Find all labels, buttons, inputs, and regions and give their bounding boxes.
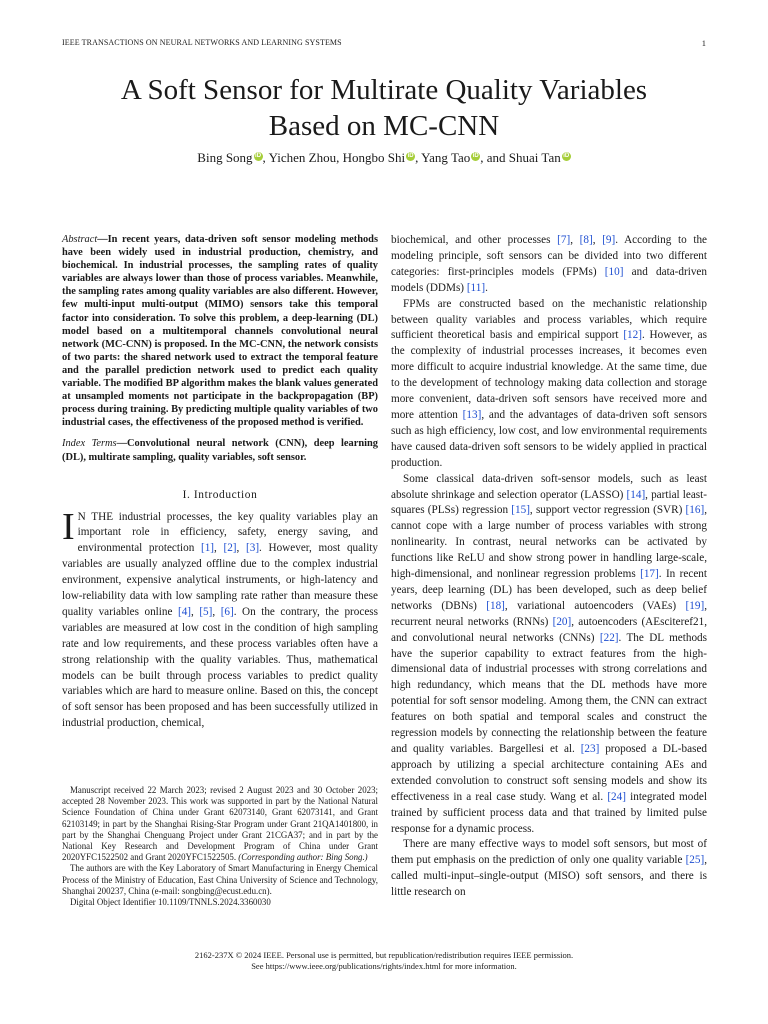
intro-paragraph: I N THE industrial processes, the key quality variables play an important role in efficiency, safety, energy saving, and environmental protection [1], [2], [3]. However, most quality variables are usually analyzed offline due to the complex industrial environment, expensive analytical instruments, or high-latency and low-reliability data with low sampling rate rather than measure these quality variables online [4], [5], [6]. On the contrary, the process variables are measured at low cost in the condition of high sampling rate and low requirements, and these process variables often have a strong relationship with the quality variables. Thus, mathematical models can be built through process variables to predict quality variables which are hard to measure online. Based on this, the concept of soft sensor has been proposed and has been successfully utilized in industrial production, chemical,: [62, 505, 379, 730]
body-paragraph: There are many effective ways to model soft sensors, but most of them put emphasis on the prediction of only one quality variable [25], called multi-input–single-output (MISO) soft sensors, and there is little research on: [391, 838, 707, 899]
body-paragraph: biochemical, and other processes [7], [8], [9]. According to the modeling principle, soft sensors can be divided into two different categories: first-principles models (FPMs) [10] and data-driven models (DDMs) [11].: [391, 234, 708, 294]
index-terms-label: Index Terms: [62, 438, 117, 450]
citation-link[interactable]: [5]: [199, 605, 213, 618]
left-column: [62, 233, 378, 732]
citation-link[interactable]: [6]: [220, 605, 234, 618]
citation-link[interactable]: [4]: [177, 605, 192, 618]
footnote: [62, 785, 378, 908]
citation-link[interactable]: [24]: [607, 790, 626, 803]
citation-link[interactable]: [14]: [626, 488, 646, 501]
abstract-label: Abstract: [62, 234, 98, 245]
running-header: IEEE TRANSACTIONS ON NEURAL NETWORKS AND LEARNING SYSTEMS: [62, 38, 342, 47]
author-name: , Yichen Zhou, Hongbo Shi: [262, 150, 406, 165]
citation-link[interactable]: [17]: [640, 568, 659, 581]
citation-link[interactable]: [20]: [552, 615, 572, 628]
footnote-manuscript: Manuscript received 22 March 2023; revised 2 August 2023 and 30 October 2023; accepted 28 November 2023. This work was supported in part by the National Natural Science Foundation of China under Grant 62073140, Grant 62073141, and Grant 62103149; in part by the Shanghai Rising-Star Program under Grant 21QA1401800, in part by the Shanghai Chenguang Project under Grant 21CGA37; and in part by the National Key Research and Development Program of China under Grant 2020YFC1522502 and Grant 2020YFC1522505. (Corresponding author: Bing Song.): [62, 785, 378, 863]
index-terms: Index Terms—Convolutional neural network (CNN), deep learning (DL), multirate sampling, quality variables, soft sensor.: [62, 438, 378, 463]
citation-link[interactable]: [12]: [623, 329, 642, 342]
citation-link[interactable]: [3]: [246, 542, 260, 555]
citation-link[interactable]: [13]: [462, 408, 482, 421]
abstract-text: In recent years, data-driven soft sensor modeling methods have been widely used in industrial production, chemistry, and biochemical. In industrial processes, the sampling rates of quality variables are always lower than those of process variables. Meanwhile, the sampling rates among quality variables are also different. However, few multi-input multi-output (MIMO) sensors take this temporal factor into consideration. To solve this problem, a deep-learning (DL) model based on a multitemporal channels convolutional neural network (MC-CNN) is proposed. In the MC-CNN, the network consists of two parts: the shared network used to extract the temporal feature and the parallel prediction network used to predict each quality variable. The modified BP algorithm makes the blank values generated at unsampled moments not participate in the backpropagation (BP) process during training. By predicting multiple quality variables of two industrial cases, the effectiveness of the proposed method is verified.: [62, 234, 378, 429]
author-name: Bing Song: [197, 150, 253, 165]
copyright-notice: [0, 950, 768, 972]
citation-link[interactable]: [2]: [223, 542, 237, 555]
body-paragraph: Some classical data-driven soft-sensor models, such as least absolute shrinkage and selection operator (LASSO) [14], partial least-squares (PLSs) regression [15], support vector regression (SVR) [16], cannot cope with a large number of process variables with strong nonlinearity. In contrast, neural networks can be activated by functions like ReLU and show strong power in handling large-scale, high-dimensional, and nonlinear regression problems [17]. In recent years, deep learning (DL) has been developed, such as deep belief networks (DBNs) [18], variational autoencoders (VAEs) [19], recurrent neural networks (RNNs) [20], autoencoders (AEsciteref21, and convolutional neural networks (CNNs) [22]. The DL methods have the superior capability to extract features from the high-dimensional data of industrial processes with strong correlations and high redundancy, which means that the DL methods have more potential for soft sensor modeling. Among them, the CNN can extract features on both spatial and temporal scales and construct the regression models by connecting the relationship between the feature and quality variables. Bargellesi et al. [23] proposed a DL-based approach by utilizing a special architecture containing AEs and extended convolution to construct soft sensing models and show its effectiveness in a real case study. Wang et al. [24] integrated model trained by sufficient process data and that trained by limited pulse response for a dynamic process.: [391, 472, 708, 835]
citation-link[interactable]: [23]: [580, 743, 600, 755]
citation-link[interactable]: [1]: [200, 542, 215, 555]
index-terms-text: Convolutional neural network (CNN), deep learning (DL), multirate sampling, quality variables, soft sensor.: [62, 438, 378, 463]
footnote-affiliation: The authors are with the Key Laboratory of Smart Manufacturing in Energy Chemical Process of the Ministry of Education, East China University of Science and Technology, Shanghai 200237, China (e-mail: songbing@ecust.edu.cn).: [62, 863, 378, 896]
section-heading: I. Introduction: [182, 488, 258, 501]
citation-link[interactable]: [18]: [486, 599, 505, 612]
footnote-doi: Digital Object Identifier 10.1109/TNNLS.2024.3360030: [70, 897, 271, 908]
author-name: , Yang Tao: [415, 150, 471, 165]
author-name: , and Shuai Tan: [480, 150, 561, 165]
citation-link[interactable]: [22]: [599, 631, 619, 644]
citation-link[interactable]: [9]: [602, 234, 616, 246]
orcid-icon[interactable]: iD: [563, 152, 570, 159]
author-list: [0, 150, 768, 166]
copyright-line-2[interactable]: See https://www.ieee.org/publications/rights/index.html for more information.: [251, 961, 517, 971]
citation-link[interactable]: [25]: [685, 854, 705, 867]
corresponding-author: (Corresponding author: Bing Song.): [238, 852, 368, 863]
citation-link[interactable]: [11]: [466, 281, 486, 294]
title-line-1: A Soft Sensor for Multirate Quality Variables: [120, 74, 648, 106]
citation-link[interactable]: [10]: [604, 265, 624, 278]
orcid-icon[interactable]: iD: [472, 152, 479, 159]
orcid-icon[interactable]: iD: [255, 152, 262, 159]
body-paragraph: FPMs are constructed based on the mechanistic relationship between quality variables and process variables, which require sufficient theoretical basis and empirical support [12]. However, as the complexity of industrial processes increases, it becomes even more difficult to acquire industrial knowledge. At the same time, due to the development of technology making data collection and storage more convenient, data-driven soft sensors have received more and more attention [13], and the advantages of data-driven soft sensors such as high efficiency, low cost, and low environmental requirements have caused data-driven soft sensors to be widely applied in practical production.: [391, 297, 707, 469]
citation-link[interactable]: [15]: [511, 504, 530, 517]
right-column: [391, 233, 707, 901]
abstract: Abstract—In recent years, data-driven soft sensor modeling methods have been widely used in industrial production, chemistry, and biochemical. In industrial processes, the sampling rates of quality variables are always lower than those of process variables. Meanwhile, the sampling rates among quality variables are also different. However, few multi-input multi-output (MIMO) sensors take this temporal factor into consideration. To solve this problem, a deep-learning (DL) model based on a multitemporal channels convolutional neural network (MC-CNN) is proposed. In the MC-CNN, the network consists of two parts: the shared network used to extract the temporal feature and the parallel prediction network used to predict each quality variable. The modified BP algorithm makes the blank values generated at unsampled moments not participate in the backpropagation (BP) process during training. By predicting multiple quality variables of two industrial cases, the effectiveness of the proposed method is verified.: [62, 234, 378, 429]
citation-link[interactable]: [7]: [557, 234, 571, 246]
citation-link[interactable]: [16]: [685, 504, 705, 517]
copyright-line-1: 2162-237X © 2024 IEEE. Personal use is permitted, but republication/redistribution requires IEEE permission.: [194, 950, 574, 960]
citation-link[interactable]: [19]: [685, 599, 705, 612]
paper-title: [0, 72, 768, 144]
title-line-2: Based on MC-CNN: [268, 110, 500, 142]
orcid-icon[interactable]: iD: [407, 152, 414, 159]
page-number: 1: [701, 38, 706, 48]
citation-link[interactable]: [8]: [579, 234, 593, 246]
drop-cap: I: [62, 505, 75, 548]
